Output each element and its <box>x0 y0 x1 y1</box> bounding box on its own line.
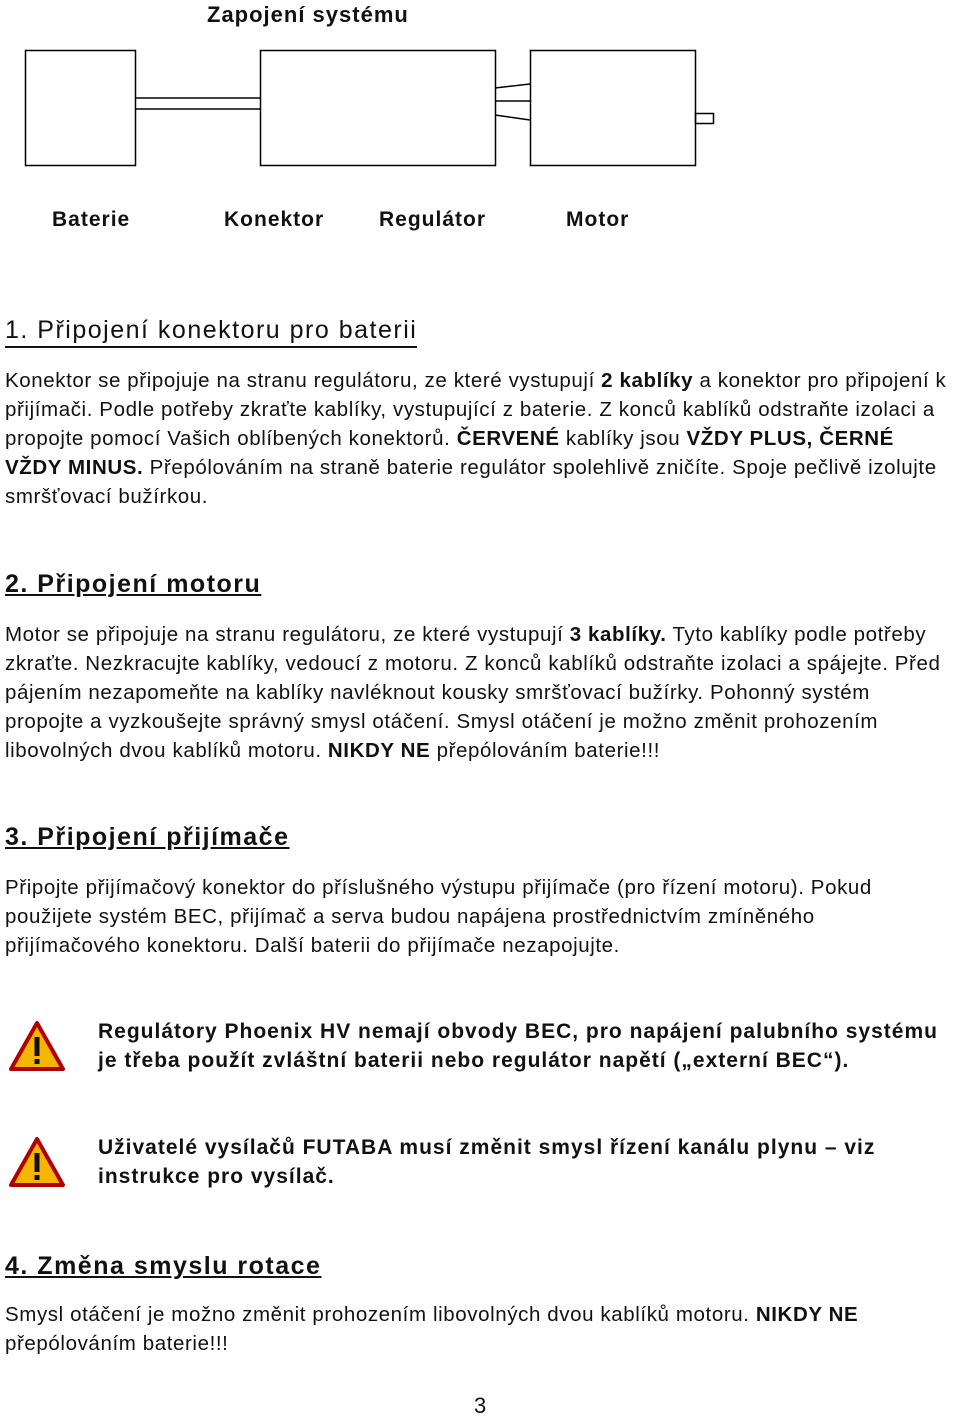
section-1-heading: 1. Připojení konektoru pro baterii <box>5 316 417 348</box>
warning-2-text: Uživatelé vysílačů FUTABA musí změnit smysl řízení kanálu plynu – viz instrukce pro vysílač. <box>98 1136 876 1188</box>
section-2-heading: 2. Připojení motoru <box>5 570 262 598</box>
wiring-diagram <box>0 40 960 180</box>
section-1-text: Konektor se připojuje na stranu regulátoru, ze které vystupují 2 kablíky a konektor pro připojení k přijímači. Podle potřeby zkraťte kablíky, vystupující z baterie. Z konců kablíků odstraňte izolaci a propojte pomocí Vašich oblíbených konektorů. ČERVENÉ kablíky jsou VŽDY PLUS, ČERNÉ VŽDY MINUS. Přepólováním na straně baterie regulátor spolehlivě zničíte. Spoje pečlivě izolujte smršťovací bužírkou. <box>5 369 947 508</box>
section-4-text: Smysl otáčení je možno změnit prohozením libovolných dvou kablíků motoru. NIKDY NE přepólováním baterie!!! <box>5 1303 859 1355</box>
page-number: 3 <box>474 1393 487 1418</box>
section-3-text: Připojte přijímačový konektor do příslušného výstupu přijímače (pro řízení motoru). Pokud použijete systém BEC, přijímač a serva budou napájena prostřednictvím zmíněného přijímačového konektoru. Další baterii do přijímače nezapojujte. <box>5 876 872 957</box>
label-connector: Konektor <box>224 208 325 231</box>
battery-box <box>26 51 136 166</box>
motor-box <box>531 51 696 166</box>
section-4-heading: 4. Změna smyslu rotace <box>5 1252 322 1280</box>
section-3-heading: 3. Připojení přijímače <box>5 823 290 851</box>
warning-triangle-icon <box>8 1020 66 1072</box>
label-regulator: Regulátor <box>379 208 487 231</box>
label-motor: Motor <box>566 208 630 231</box>
page-title: Zapojení systému <box>207 2 409 27</box>
motor-shaft <box>696 114 714 124</box>
label-battery: Baterie <box>52 208 131 231</box>
warning-triangle-icon <box>8 1136 66 1188</box>
warning-1-text: Regulátory Phoenix HV nemají obvody BEC, pro napájení palubního systému je třeba použít zvláštní baterii nebo regulátor napětí („externí BEC“). <box>98 1020 938 1072</box>
regulator-box <box>261 51 496 166</box>
section-2-text: Motor se připojuje na stranu regulátoru, ze které vystupují 3 kablíky. Tyto kablíky podle potřeby zkraťte. Nezkracujte kablíky, vedoucí z motoru. Z konců kablíků odstraňte izolaci a spájejte. Před pájením nezapomeňte na kablíky navléknout kousky smršťovací bužírky. Pohonný systém propojte a vyzkoušejte správný smysl otáčení. Smysl otáčení je možno změnit prohozením libovolných dvou kablíků motoru. NIKDY NE přepólováním baterie!!! <box>5 623 941 762</box>
